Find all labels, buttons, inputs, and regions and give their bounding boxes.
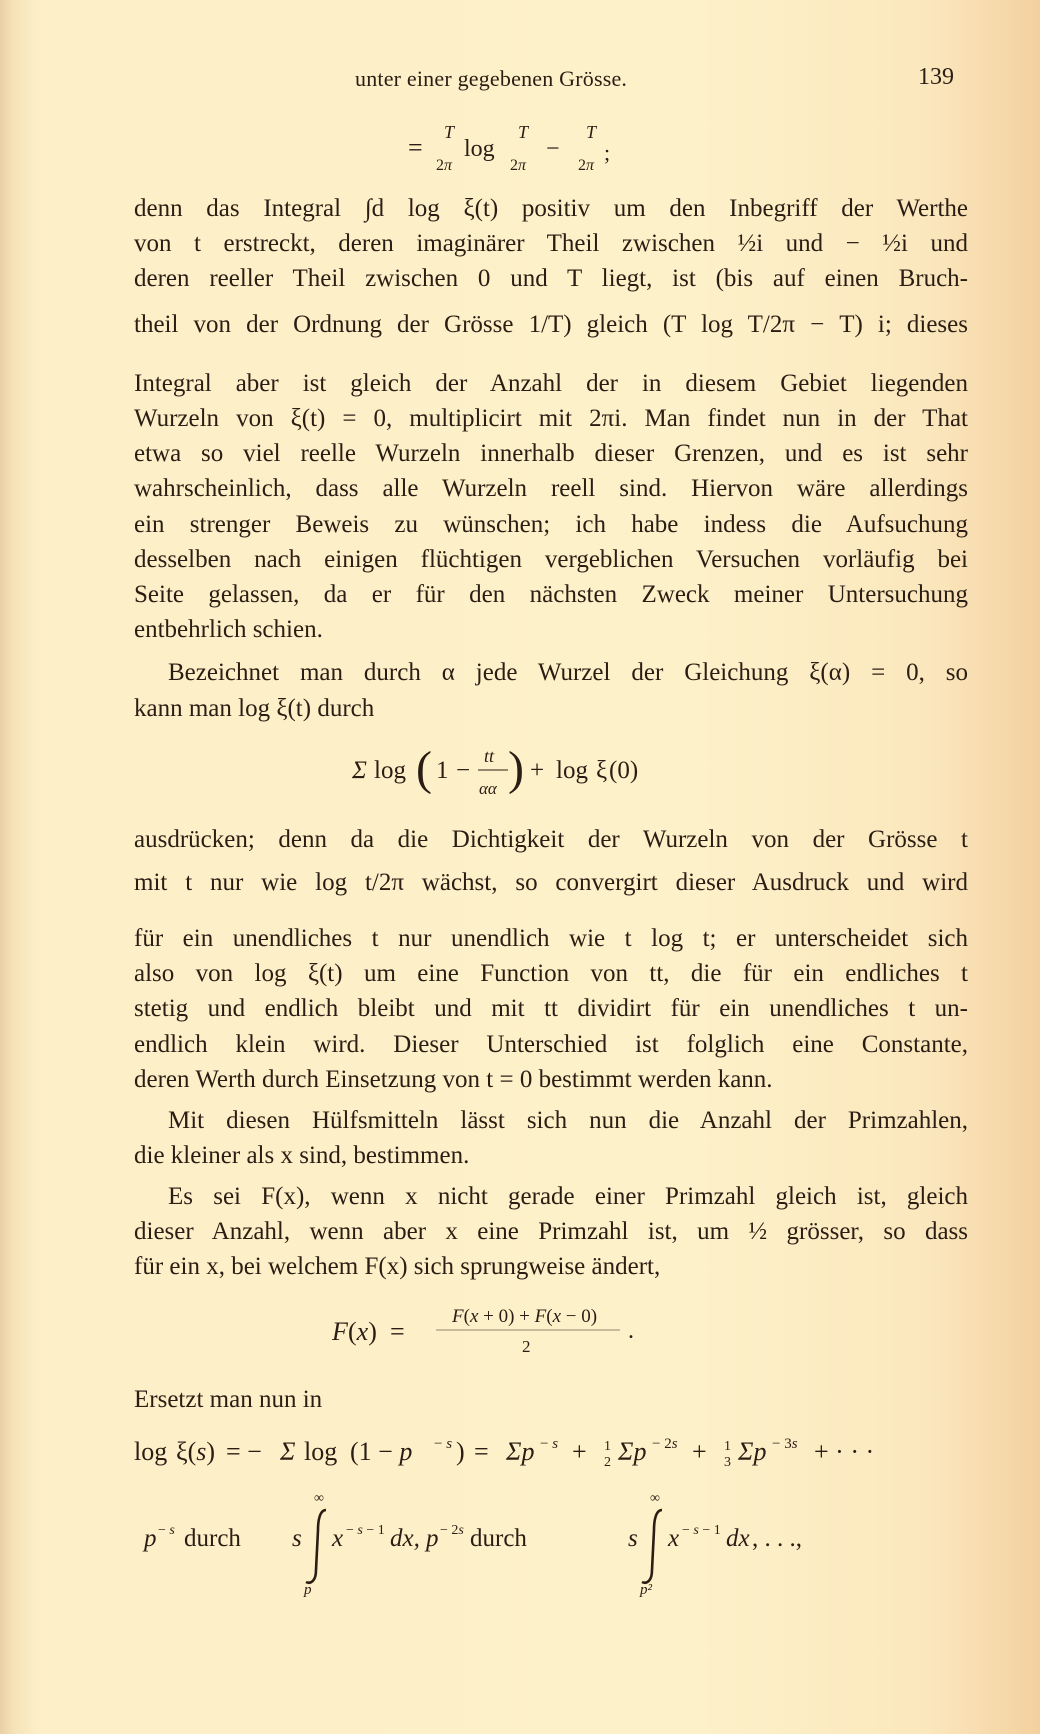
- equation-2: [352, 738, 712, 815]
- text-line: deren Werth durch Einsetzung von t = 0 bestimmt werden kann.: [134, 1066, 773, 1093]
- svg-text:x: x: [332, 1525, 344, 1552]
- svg-text:ξ: ξ: [596, 757, 608, 784]
- svg-text:p: p: [144, 1525, 157, 1552]
- svg-text:−: −: [546, 136, 560, 162]
- svg-text:, . . .,: , . . .,: [752, 1525, 802, 1552]
- svg-text:Σ: Σ: [280, 1437, 296, 1466]
- svg-text:− s: − s: [540, 1436, 559, 1452]
- svg-text:Σp: Σp: [738, 1437, 767, 1466]
- text-line: denn das Integral ∫d log ξ(t) positiv um den Inbegriff der Werthe: [134, 195, 968, 222]
- svg-text:p: p: [426, 1525, 439, 1552]
- equation-5-graphic: [140, 1490, 900, 1600]
- svg-text:durch: durch: [184, 1525, 241, 1552]
- equation-3-graphic: [332, 1298, 712, 1368]
- text-line: für ein x, bei welchem F(x) sich sprungweise ändert,: [134, 1253, 661, 1280]
- svg-text:log: log: [556, 757, 588, 784]
- svg-text:F(x + 0) + F(x − 0): F(x + 0) + F(x − 0): [452, 1306, 598, 1327]
- svg-text:=: =: [474, 1437, 489, 1466]
- equation-1-graphic: [408, 120, 638, 180]
- text-line: von t erstreckt, deren imaginärer Theil zwischen ½i und − ½i und: [134, 230, 968, 257]
- svg-text:durch: durch: [470, 1525, 527, 1552]
- svg-text:ξ(s): ξ(s): [176, 1437, 216, 1466]
- svg-text:2π: 2π: [436, 157, 453, 174]
- svg-text:− s: − s: [158, 1523, 175, 1538]
- text-line: Wurzeln von ξ(t) = 0, multiplicirt mit 2πi. Man findet nun in der That: [134, 405, 968, 432]
- svg-text:Σ: Σ: [352, 757, 367, 784]
- svg-text:dx: dx: [726, 1525, 750, 1552]
- text-line: Integral aber ist gleich der Anzahl der in diesem Gebiet liegenden: [134, 370, 968, 397]
- svg-text:x: x: [668, 1525, 680, 1552]
- svg-text:F: F: [332, 1317, 348, 1346]
- svg-text:.: .: [628, 1318, 634, 1344]
- svg-text:= −: = −: [226, 1437, 262, 1466]
- text-line: deren reeller Theil zwischen 0 und T liegt, ist (bis auf einen Bruch-: [134, 265, 968, 292]
- text-line: entbehrlich schien.: [134, 616, 323, 643]
- svg-text:dx,: dx,: [390, 1525, 420, 1552]
- text-line: für ein unendliches t nur unendlich wie t log t; er unterscheidet sich: [134, 925, 968, 952]
- svg-text:): ): [456, 1437, 465, 1466]
- text-line: etwa so viel reelle Wurzeln innerhalb dieser Grenzen, und es ist sehr: [134, 440, 968, 467]
- running-title: unter einer gegebenen Grösse.: [355, 66, 628, 91]
- svg-text:1: 1: [724, 1439, 731, 1454]
- svg-text:log: log: [374, 757, 406, 784]
- svg-text:2π: 2π: [578, 157, 595, 174]
- svg-text:): ): [508, 742, 524, 795]
- svg-text:(0): (0): [609, 757, 639, 784]
- svg-text:2: 2: [522, 1337, 531, 1356]
- svg-text:+: +: [530, 757, 545, 784]
- svg-text:s: s: [292, 1525, 302, 1552]
- svg-text:Σp: Σp: [618, 1437, 647, 1466]
- equation-4-graphic: [134, 1428, 974, 1478]
- svg-text:−: −: [456, 757, 471, 784]
- svg-text:2π: 2π: [510, 157, 527, 174]
- svg-text:− s − 1: − s − 1: [682, 1523, 721, 1538]
- svg-text:− s: − s: [434, 1436, 453, 1452]
- svg-text:(x): (x): [348, 1317, 377, 1346]
- svg-text:log: log: [464, 136, 495, 162]
- svg-text:+: +: [692, 1437, 707, 1466]
- text-line: desselben nach einigen flüchtigen vergeblichen Versuchen vorläufig bei: [134, 546, 968, 573]
- text-line: theil von der Ordnung der Grösse 1/T) gleich (T log T/2π − T) i; dieses: [134, 311, 968, 338]
- text-line: ein strenger Beweis zu wünschen; ich habe indess die Aufsuchung: [134, 511, 968, 538]
- svg-text:=: =: [408, 133, 423, 162]
- text-line: Mit diesen Hülfsmitteln lässt sich nun die Anzahl der Primzahlen,: [168, 1107, 968, 1134]
- text-line: ausdrücken; denn da die Dichtigkeit der Wurzeln von der Grösse t: [134, 826, 968, 853]
- svg-text:+: +: [572, 1437, 587, 1466]
- text-line: Ersetzt man nun in: [134, 1386, 323, 1413]
- text-line: stetig und endlich bleibt und mit tt dividirt für ein unendliches t un-: [134, 995, 968, 1022]
- svg-text:T: T: [444, 122, 455, 142]
- equation-1: [408, 120, 638, 180]
- svg-text:T: T: [518, 122, 529, 142]
- svg-text:3: 3: [724, 1455, 731, 1470]
- svg-text:tt: tt: [484, 746, 495, 766]
- page-number: 139: [918, 64, 954, 90]
- text-line: Bezeichnet man durch α jede Wurzel der Gleichung ξ(α) = 0, so: [168, 659, 968, 686]
- equation-3: [332, 1298, 712, 1375]
- text-line: wahrscheinlich, dass alle Wurzeln reell sind. Hiervon wäre allerdings: [134, 475, 968, 502]
- text-line: Es sei F(x), wenn x nicht gerade einer Primzahl gleich ist, gleich: [168, 1183, 968, 1210]
- svg-text:T: T: [586, 122, 597, 142]
- equation-5: [140, 1490, 900, 1607]
- svg-text:2: 2: [604, 1455, 611, 1470]
- svg-text:− 2s: − 2s: [440, 1523, 464, 1538]
- svg-text:1: 1: [604, 1439, 611, 1454]
- svg-text:− 2s: − 2s: [652, 1436, 678, 1452]
- equation-2-graphic: [352, 738, 712, 808]
- svg-text:∞: ∞: [650, 1491, 660, 1506]
- svg-text:s: s: [628, 1525, 638, 1552]
- text-line: mit t nur wie log t/2π wächst, so convergirt dieser Ausdruck und wird: [134, 869, 968, 896]
- svg-text:p: p: [304, 1582, 312, 1598]
- svg-text:=: =: [390, 1317, 405, 1346]
- text-line: die kleiner als x sind, bestimmen.: [134, 1142, 470, 1169]
- svg-text:αα: αα: [479, 779, 497, 798]
- text-line: endlich klein wird. Dieser Unterschied ist folglich eine Constante,: [134, 1031, 968, 1058]
- equation-4: [134, 1428, 974, 1485]
- svg-text:log: log: [134, 1437, 168, 1466]
- text-line: also von log ξ(t) um eine Function von tt, die für ein endliches t: [134, 960, 968, 987]
- svg-text:(: (: [416, 742, 432, 795]
- text-line: kann man log ξ(t) durch: [134, 695, 375, 722]
- svg-text:− 3s: − 3s: [772, 1436, 798, 1452]
- svg-text:∞: ∞: [314, 1491, 324, 1506]
- svg-text:p²: p²: [640, 1582, 652, 1598]
- svg-text:log: log: [304, 1437, 338, 1466]
- svg-text:− s − 1: − s − 1: [346, 1523, 385, 1538]
- svg-text:Σp: Σp: [506, 1437, 535, 1466]
- text-line: dieser Anzahl, wenn aber x eine Primzahl ist, um ½ grösser, so dass: [134, 1218, 968, 1245]
- svg-text:(1 − p: (1 − p: [350, 1437, 413, 1466]
- svg-text:+ · · ·: + · · ·: [814, 1437, 875, 1466]
- svg-text:1: 1: [436, 757, 449, 784]
- svg-text:;: ;: [604, 140, 611, 165]
- text-line: Seite gelassen, da er für den nächsten Zweck meiner Untersuchung: [134, 581, 968, 608]
